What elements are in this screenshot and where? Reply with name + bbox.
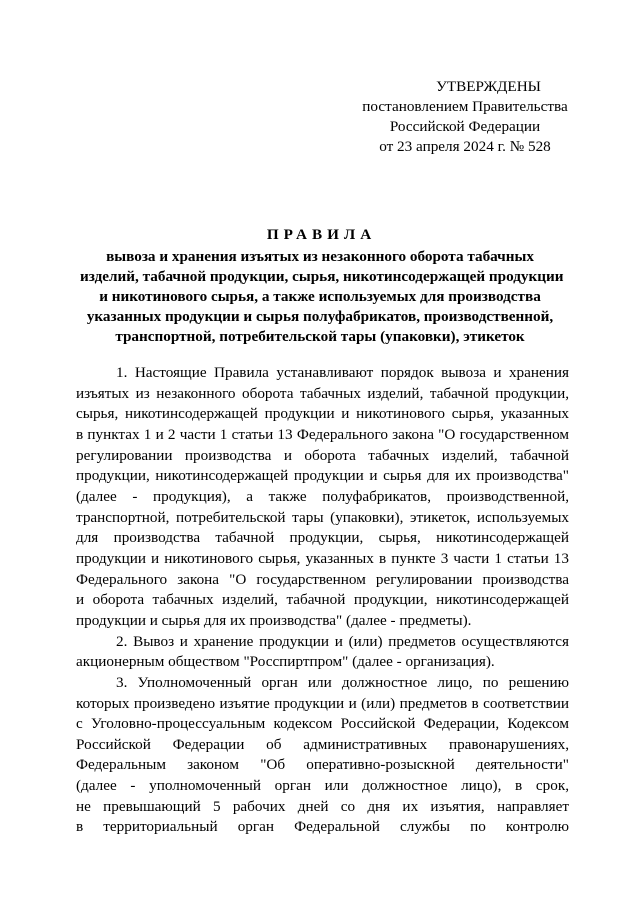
text-line: акционерным обществом "Росспиртпром" (далее - организация).	[76, 653, 495, 671]
approval-line: от 23 апреля 2024 г. № 528	[379, 138, 551, 155]
text-line: с Уголовно-процессуальным кодексом Российской Федерации, Кодексом	[76, 715, 569, 733]
text-line: регулировании производства и оборота табачных изделий, табачной	[76, 446, 569, 464]
approval-block	[300, 77, 630, 157]
approval-line: постановлением Правительства	[362, 98, 568, 115]
text-line: продукции и сырья для их производства" (далее - предметы).	[76, 611, 472, 629]
text-line: изъятых из незаконного оборота табачных изделий, табачной продукции,	[76, 384, 569, 402]
text-line: в пунктах 1 и 2 части 1 статьи 13 Федерального закона "О государственном	[76, 425, 569, 443]
approval-heading: УТВЕРЖДЕНЫ	[436, 78, 541, 95]
text-line: Федерального закона "О государственном регулировании производства	[76, 570, 569, 588]
document-body	[76, 363, 569, 838]
paragraph-3	[76, 673, 569, 838]
subtitle-line: изделий, табачной продукции, сырья, никотинсодержащей продукции	[80, 268, 564, 285]
subtitle-line: и никотинового сырья, а также используемых для производства	[99, 288, 541, 305]
subtitle-line: указанных продукции и сырья полуфабрикатов, производственной,	[86, 308, 554, 325]
approval-line: Российской Федерации	[389, 118, 541, 135]
text-line: сырья, никотинсодержащей продукции и никотинового сырья, указанных	[76, 405, 569, 423]
document-subtitle	[80, 247, 564, 347]
subtitle-line: вывоза и хранения изъятых из незаконного оборота табачных	[106, 248, 534, 265]
text-line: Федеральным законом "Об оперативно-розыскной деятельности"	[76, 756, 569, 774]
text-line: которых произведено изъятие продукции и (или) предметов в соответствии	[76, 694, 569, 712]
subtitle-line: транспортной, потребительской тары (упаковки), этикеток	[115, 328, 525, 345]
text-line: не превышающий 5 рабочих дней со дня их изъятия, направляет	[76, 797, 569, 815]
text-line: Российской Федерации об административных правонарушениях,	[76, 735, 569, 753]
text-line: продукции, никотинсодержащей продукции и сырья для их производства"	[76, 467, 569, 485]
paragraph-1	[76, 363, 569, 632]
text-line: транспортной, потребительской тары (упаковки), этикеток, используемых	[76, 508, 569, 526]
text-line: 1. Настоящие Правила устанавливают порядок вывоза и хранения	[116, 364, 569, 381]
text-line: и оборота табачных изделий, табачной продукции, никотинсодержащей	[76, 591, 569, 609]
paragraph-2	[76, 632, 569, 673]
text-line: (далее - уполномоченный орган или должностное лицо), в срок,	[76, 777, 569, 795]
text-line: 2. Вывоз и хранение продукции и (или) предметов осуществляются	[116, 632, 569, 650]
text-line: для производства табачной продукции, сырья, никотинсодержащей	[76, 529, 569, 547]
text-line: (далее - продукция), а также полуфабрикатов, производственной,	[76, 487, 569, 505]
document-title: ПРАВИЛА	[266, 226, 377, 243]
text-line: продукции и никотинового сырья, указанных в пункте 3 части 1 статьи 13	[76, 549, 569, 567]
text-line: в территориальный орган Федеральной службы по контролю	[76, 818, 569, 836]
text-line: 3. Уполномоченный орган или должностное лицо, по решению	[116, 673, 569, 691]
